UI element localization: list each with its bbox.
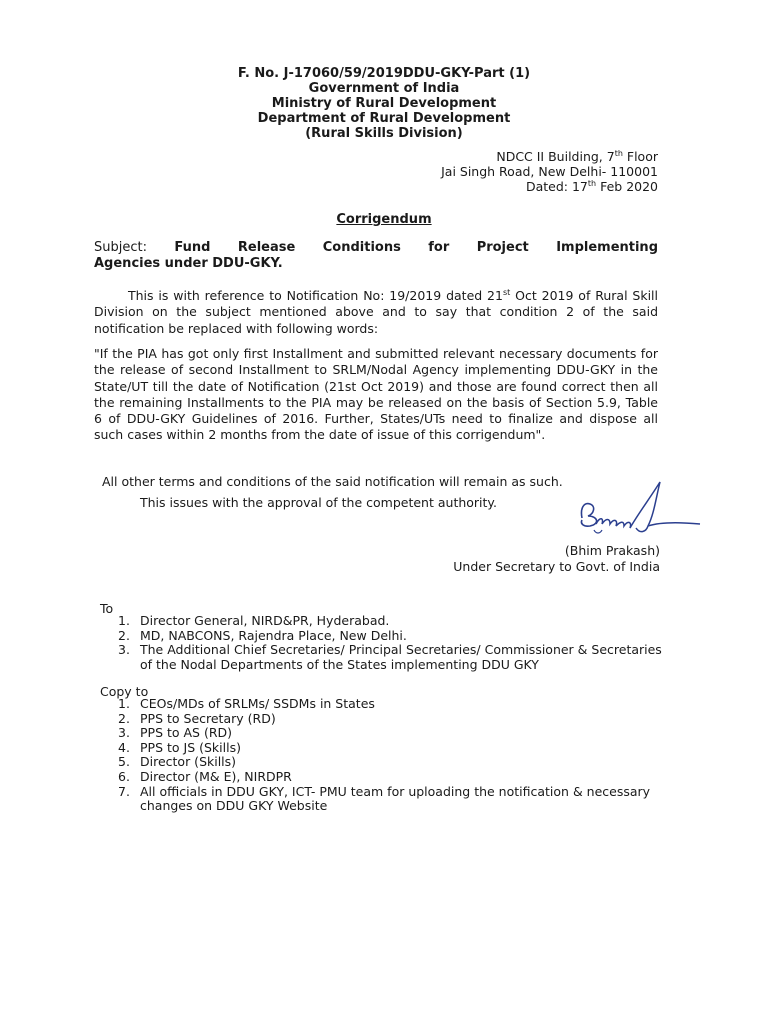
list-item: 1. CEOs/MDs of SRLMs/ SSDMs in States (118, 696, 375, 711)
to-list (100, 614, 670, 672)
signatory-block (453, 543, 660, 575)
subject-word: Release (237, 240, 296, 255)
date-line: Dated: 17th Feb 2020 (525, 178, 658, 194)
government-name: Government of India (308, 81, 460, 96)
reference-paragraph: This is with reference to Notification No: 19/2019 dated 21st Oct 2019 of Rural Skill Division on the subject mentioned above and to say that condition 2 of the said notification be replaced with following words: (94, 287, 658, 336)
copy-to-list (100, 697, 660, 814)
letterhead (0, 66, 768, 141)
list-item: 7. All officials in DDU GKY, ICT- PMU team for uploading the notification & necessary changes on DDU GKY Website (118, 783, 651, 814)
copy-to-label: Copy to (100, 684, 149, 699)
subject-word: Project (476, 240, 529, 255)
office-address (441, 149, 658, 194)
signatory-designation: Under Secretary to Govt. of India (453, 559, 660, 574)
subject-label: Subject: (94, 240, 147, 255)
ministry-name: Ministry of Rural Development (271, 96, 497, 111)
list-item: 4. PPS to JS (Skills) (118, 739, 241, 755)
document-title: Corrigendum (336, 212, 432, 227)
to-label: To (100, 601, 114, 616)
subject-line-2: Agencies under DDU-GKY. (94, 256, 283, 271)
approval-text: This issues with the approval of the competent authority. (140, 495, 498, 510)
subject-word: for (428, 240, 450, 255)
subject-block (94, 240, 658, 272)
list-item: 5. Director (Skills) (118, 754, 237, 770)
list-item: 6. Director (M& E), NIRDPR (118, 768, 292, 784)
list-item: 3. PPS to AS (RD) (118, 725, 233, 741)
list-item: 2. MD, NABCONS, Rajendra Place, New Delhi. (118, 627, 407, 643)
signatory-name: (Bhim Prakash) (564, 543, 660, 558)
quoted-condition: "If the PIA has got only first Installment and submitted relevant necessary documents for the release of second Installment to SRLM/Nodal Agency implementing DDU-GKY in the State/UT till the date of Notification (21st Oct 2019) and those are found correct then all the remaining Installments to the PIA may be released on the basis of Section 5.9, Table 6 of DDU-GKY Guidelines of 2016. Further, States/UTs need to finalize and dispose all such cases within 2 months from the date of issue of this corrigendum". (94, 346, 658, 443)
division-name: (Rural Skills Division) (305, 126, 463, 141)
list-item: 3. The Additional Chief Secretaries/ Principal Secretaries/ Commissioner & Secretaries of the Nodal Departments of the States implementing DDU GKY (118, 642, 662, 672)
signature (560, 478, 710, 544)
subject-word: Conditions (322, 240, 401, 255)
building-line: NDCC II Building, 7th Floor (496, 148, 658, 164)
road-line: Jai Singh Road, New Delhi- 110001 (441, 164, 658, 179)
list-item: 1. Director General, NIRD&PR, Hyderabad. (118, 613, 390, 628)
subject-word: Fund (174, 240, 211, 255)
department-name: Department of Rural Development (257, 111, 511, 126)
file-number: F. No. J-17060/59/2019DDU-GKY-Part (1) (237, 66, 531, 81)
subject-word: Implementing (556, 240, 658, 255)
list-item: 2. PPS to Secretary (RD) (118, 710, 276, 726)
other-terms-text: All other terms and conditions of the said notification will remain as such. (102, 474, 563, 489)
